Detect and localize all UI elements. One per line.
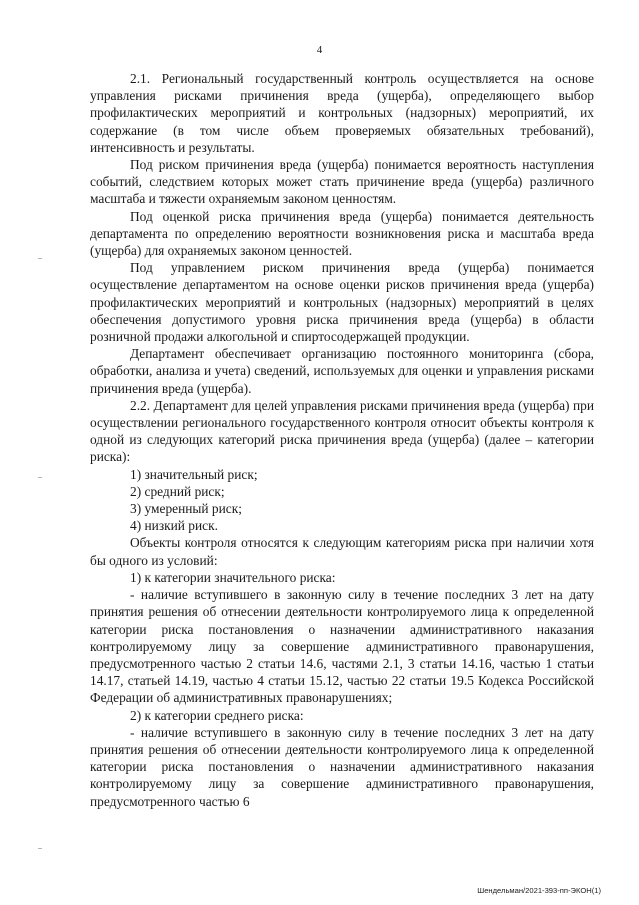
scan-mark [38,848,42,849]
paragraph: Под управлением риском причинения вреда (ущерба) понимается осуществление департаментом на основе оценки рисков причинения вреда (ущерба) профилактических мероприятий и контрольных (надзорных) мероприятий в целях обеспечения допустимого уровня риска причинения вреда (ущерба) в области розничной продажи алкогольной и спиртосодержащей продукции. [90,260,594,345]
list-item: 3) умеренный риск; [130,501,242,517]
paragraph: Департамент обеспечивает организацию постоянного мониторинга (сбора, обработки, анализа и учета) сведений, используемых для оценки и управления рисками причинения вреда (ущерба). [90,346,594,396]
paragraph: Под риском причинения вреда (ущерба) понимается вероятность наступления событий, следствием которых может стать причинение вреда (ущерба) различного масштаба и тяжести охраняемым законом ценностям. [90,157,594,207]
paragraph: - наличие вступившего в законную силу в течение последних 3 лет на дату принятия решения об отнесении деятельности контролируемого лица к определенной категории риска постановления о назначении административного наказания контролируемому лицу за совершение административного правонарушения, предусмотренного частью 6 [90,724,594,809]
paragraph: 2.2. Департамент для целей управления рисками причинения вреда (ущерба) при осуществлении регионального государственного контроля относит объекты контроля к одной из следующих категорий риска причинения вреда (ущерба) (далее – категории риска): [90,397,594,465]
document-body [90,70,594,810]
paragraph: Под оценкой риска причинения вреда (ущерба) понимается деятельность департамента по определению вероятности возникновения риска и масштаба вреда (ущерба) для охраняемых законом ценностей. [90,208,594,259]
scan-mark [38,258,42,259]
scan-mark [38,477,42,478]
page-number: 4 [316,44,323,56]
document-footer-code: Шендельман/2021-393-пп-ЭКОН(1) [477,886,601,895]
list-item: 1) значительный риск; [130,466,258,482]
list-item: 1) к категории значительного риска: [130,569,336,585]
paragraph: Объекты контроля относятся к следующим категориям риска при наличии хотя бы одного из условий: [90,535,594,568]
list-item: 2) к категории среднего риска: [130,707,304,723]
list-item: 4) низкий риск. [130,518,218,534]
list-item: 2) средний риск; [130,483,225,499]
paragraph: - наличие вступившего в законную силу в течение последних 3 лет на дату принятия решения об отнесении деятельности контролируемого лица к определенной категории риска постановления о назначении административного наказания контролируемому лицу за совершение административного правонарушения, предусмотренного частью 2 статьи 14.6, частями 2.1, 3 статьи 14.16, частью 1 статьи 14.17, статьей 14.19, частью 4 статьи 15.12, частью 22 статьи 19.5 Кодекса Российской Федерации об административных правонарушениях; [90,587,594,706]
paragraph: 2.1. Региональный государственный контроль осуществляется на основе управления рисками причинения вреда (ущерба), определяющего выбор профилактических мероприятий и контрольных (надзорных) мероприятий, их содержание (в том числе объем проверяемых обязательных требований), интенсивность и результаты. [90,71,594,155]
